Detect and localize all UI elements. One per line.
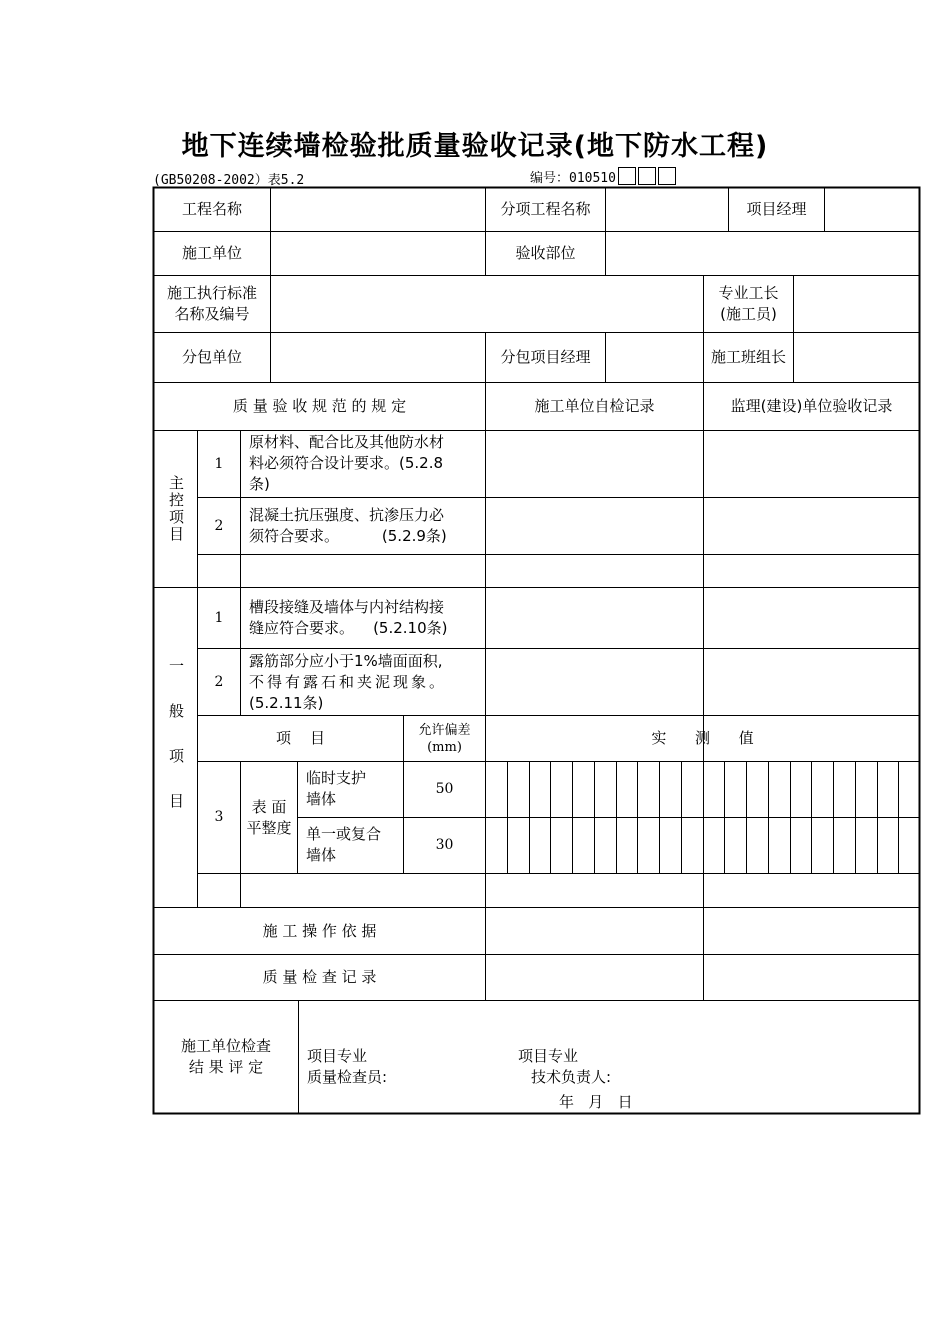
sub-project-name-field[interactable] xyxy=(606,188,728,231)
general-item-2-line2: 不得有露石和夹泥现象。 xyxy=(249,673,448,691)
quality-inspector-label xyxy=(307,1046,457,1088)
acceptance-part-field[interactable] xyxy=(606,232,919,275)
flatness-item-number: 3 xyxy=(214,809,224,825)
main-item-1-supervision[interactable] xyxy=(704,431,919,497)
main-item-2-line1: 混凝土抗压强度、抗渗压力必 xyxy=(249,506,445,524)
main-control-label: 主控项目 xyxy=(167,475,185,543)
construction-unit-field[interactable] xyxy=(271,232,485,275)
general-item-1-number: 1 xyxy=(214,609,224,626)
standard-reference: (GB50208-2002）表5.2 xyxy=(153,173,305,188)
subcontractor-field[interactable] xyxy=(271,333,485,382)
general-item-2-line3: (5.2.11条) xyxy=(249,694,324,712)
general-item-1-line2: 缝应符合要求。 (5.2.10条) xyxy=(249,619,448,637)
foreman-label xyxy=(704,276,793,332)
foreman-line1: 专业工长 xyxy=(718,284,779,302)
foreman-line2: (施工员) xyxy=(720,305,777,323)
temporary-wall-line1: 临时支护 xyxy=(306,769,367,787)
main-item-2-text xyxy=(249,505,484,547)
composite-wall-tolerance: 30 xyxy=(435,837,454,853)
main-item-1-self-check[interactable] xyxy=(486,431,703,497)
self-check-column-header: 施工单位自检记录 xyxy=(534,397,655,415)
temporary-wall-label xyxy=(306,768,402,810)
main-item-1-text xyxy=(249,432,484,495)
result-evaluation-line1: 施工单位检查 xyxy=(180,1037,271,1055)
standard-name-label xyxy=(154,276,270,332)
standard-name-line2: 名称及编号 xyxy=(174,305,250,323)
main-item-1-line2: 料必须符合设计要求。(5.2.8 xyxy=(249,454,444,472)
supervision-column-header: 监理(建设)单位验收记录 xyxy=(730,397,893,415)
general-item-1-line1: 槽段接缝及墙体与内衬结构接 xyxy=(249,598,445,616)
flatness-label xyxy=(241,762,297,873)
main-item-1-line3: 条) xyxy=(249,475,270,493)
quality-record-label: 质 量 检 查 记 录 xyxy=(262,968,377,986)
sub-manager-label: 分包项目经理 xyxy=(500,348,591,366)
team-leader-field[interactable] xyxy=(794,333,919,382)
composite-wall-line1: 单一或复合 xyxy=(306,825,382,843)
construction-basis-supervision[interactable] xyxy=(704,908,919,954)
general-item-1-supervision[interactable] xyxy=(704,588,919,648)
tolerance-header-line1: 允许偏差 xyxy=(418,722,471,738)
quality-record-supervision[interactable] xyxy=(704,955,919,1000)
technical-lead-label xyxy=(518,1046,668,1088)
composite-wall-line2: 墙体 xyxy=(306,846,337,864)
result-evaluation-label xyxy=(154,1001,298,1113)
main-item-2-number: 2 xyxy=(214,517,224,534)
page-title: 地下连续墙检验批质量验收记录(地下防水工程) xyxy=(181,131,769,162)
acceptance-part-label: 验收部位 xyxy=(515,244,576,262)
subcontractor-label: 分包单位 xyxy=(181,348,242,366)
general-item-2-supervision[interactable] xyxy=(704,649,919,715)
temporary-wall-tolerance: 50 xyxy=(435,781,454,797)
general-item-2-text xyxy=(249,651,484,714)
general-item-1-text xyxy=(249,597,484,639)
construction-basis-field[interactable] xyxy=(486,908,703,954)
main-item-2-line2: 须符合要求。 (5.2.9条) xyxy=(249,527,447,545)
sub-project-name-label: 分项工程名称 xyxy=(500,200,591,218)
composite-wall-label xyxy=(306,824,402,866)
project-manager-field[interactable] xyxy=(825,188,919,231)
team-leader-label: 施工班组长 xyxy=(710,348,786,366)
item-column-header: 项 目 xyxy=(275,729,326,747)
general-item-2-self-check[interactable] xyxy=(486,649,703,715)
main-item-2-self-check[interactable] xyxy=(486,498,703,554)
temporary-wall-line2: 墙体 xyxy=(306,790,337,808)
standard-name-line1: 施工执行标准 xyxy=(166,284,257,302)
record-number-label: 编号：010510 xyxy=(530,171,616,186)
technical-lead-line1: 项目专业 xyxy=(518,1047,579,1065)
main-item-1-line1: 原材料、配合比及其他防水材 xyxy=(249,433,445,451)
quality-inspector-line2: 质量检查员: xyxy=(307,1068,388,1086)
foreman-field[interactable] xyxy=(794,276,919,332)
signature-date: 年 月 日 xyxy=(559,1093,633,1111)
general-item-2-line1: 露筋部分应小于1%墙面面积, xyxy=(249,652,443,670)
sub-manager-field[interactable] xyxy=(606,333,703,382)
quality-record-field[interactable] xyxy=(486,955,703,1000)
flatness-label-line1: 表 面 xyxy=(251,797,287,816)
construction-basis-label: 施 工 操 作 依 据 xyxy=(262,921,377,940)
result-evaluation-line2: 结 果 评 定 xyxy=(188,1058,264,1076)
general-item-2-number: 2 xyxy=(214,673,224,690)
spec-column-header: 质 量 验 收 规 范 的 规 定 xyxy=(232,397,407,415)
tolerance-header-line2: (mm) xyxy=(427,739,462,755)
flatness-label-line2: 平整度 xyxy=(246,818,292,837)
main-item-2-supervision[interactable] xyxy=(704,498,919,554)
standard-name-field[interactable] xyxy=(271,276,703,332)
tolerance-column-header xyxy=(404,716,485,761)
project-manager-label: 项目经理 xyxy=(746,200,807,218)
main-item-1-number: 1 xyxy=(214,455,224,472)
construction-unit-label: 施工单位 xyxy=(181,244,242,262)
measured-values-header: 实 测 值 xyxy=(651,729,754,747)
technical-lead-line2: 技术负责人: xyxy=(531,1068,612,1086)
project-name-label: 工程名称 xyxy=(181,200,242,218)
project-name-field[interactable] xyxy=(271,188,485,231)
general-items-label: 一般项目 xyxy=(167,657,185,838)
quality-inspector-line1: 项目专业 xyxy=(307,1047,368,1065)
general-item-1-self-check[interactable] xyxy=(486,588,703,648)
